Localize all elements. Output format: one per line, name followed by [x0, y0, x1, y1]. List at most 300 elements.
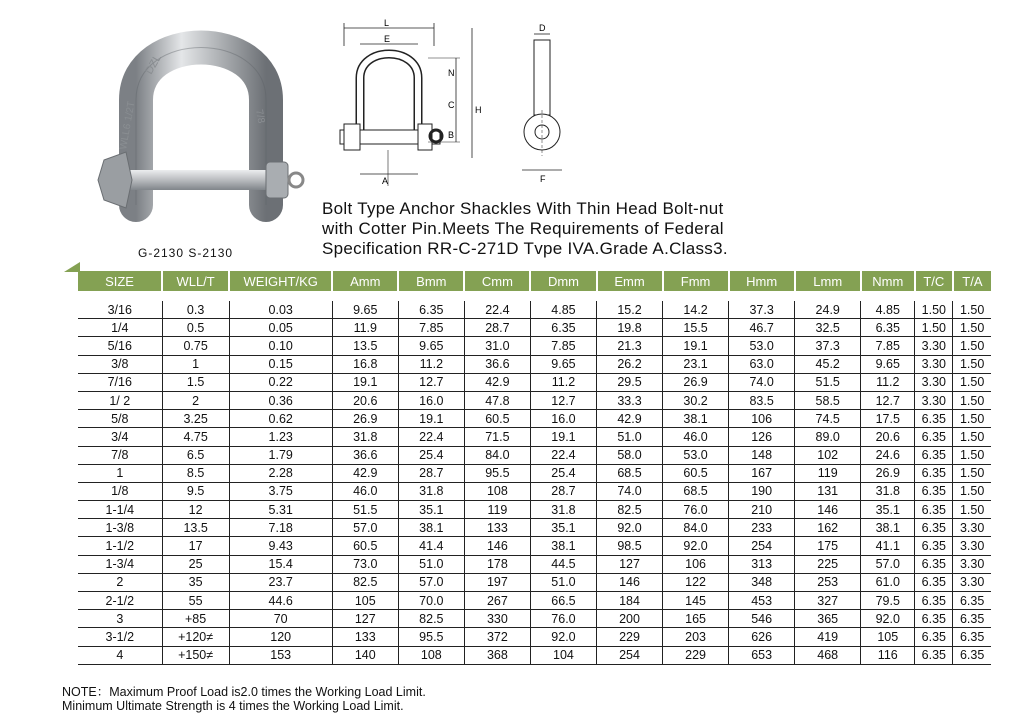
table-cell: 133 [464, 519, 530, 537]
table-cell: 453 [729, 592, 795, 610]
table-cell: 546 [729, 610, 795, 628]
dim-label-E: E [384, 34, 391, 44]
table-cell: 58.5 [795, 391, 861, 409]
table-cell: 35 [162, 573, 229, 591]
table-cell: 21.3 [597, 337, 663, 355]
table-cell: 3/8 [78, 355, 162, 373]
table-cell: 203 [663, 628, 729, 646]
table-cell: 13.5 [162, 519, 229, 537]
table-cell: 6.35 [915, 537, 953, 555]
table-cell: 7/8 [78, 446, 162, 464]
table-cell: 35.1 [530, 519, 596, 537]
table-cell: 46.7 [729, 319, 795, 337]
dim-label-N: N [448, 68, 455, 78]
table-cell: 26.9 [861, 464, 915, 482]
table-cell: 229 [597, 628, 663, 646]
title-line-1: Bolt Type Anchor Shackles With Thin Head Bolt-nut [322, 199, 724, 218]
table-row [78, 555, 991, 573]
table-cell: 84.0 [464, 446, 530, 464]
table-row [78, 646, 991, 664]
table-cell: 368 [464, 646, 530, 664]
table-cell: 12.7 [861, 391, 915, 409]
table-cell: 76.0 [530, 610, 596, 628]
table-cell: 1.5 [162, 373, 229, 391]
table-cell: 6.35 [953, 628, 991, 646]
table-cell: 313 [729, 555, 795, 573]
table-cell: 22.4 [530, 446, 596, 464]
table-cell: 184 [597, 592, 663, 610]
dim-label-H: H [475, 105, 482, 115]
table-cell: 60.5 [663, 464, 729, 482]
table-cell: 3/4 [78, 428, 162, 446]
table-cell: 6.35 [915, 446, 953, 464]
spec-table [78, 271, 991, 665]
table-cell: 133 [332, 628, 398, 646]
table-cell: 6.35 [915, 428, 953, 446]
table-cell: 35.1 [861, 501, 915, 519]
table-cell: 4.85 [861, 301, 915, 319]
table-cell: 0.05 [229, 319, 332, 337]
table-cell: 6.35 [915, 410, 953, 428]
table-row [78, 373, 991, 391]
table-cell: 20.6 [861, 428, 915, 446]
table-cell: 68.5 [663, 482, 729, 500]
table-cell: 17 [162, 537, 229, 555]
table-cell: 653 [729, 646, 795, 664]
dim-label-D: D [539, 23, 546, 33]
table-cell: 46.0 [663, 428, 729, 446]
table-cell: +150≠ [162, 646, 229, 664]
table-cell: 66.5 [530, 592, 596, 610]
table-cell: 25.4 [398, 446, 464, 464]
table-cell: 0.5 [162, 319, 229, 337]
table-cell: 37.3 [795, 337, 861, 355]
table-cell: 145 [663, 592, 729, 610]
table-cell: 38.1 [398, 519, 464, 537]
table-cell: 84.0 [663, 519, 729, 537]
table-cell: 16.8 [332, 355, 398, 373]
table-cell: 131 [795, 482, 861, 500]
table-cell: 233 [729, 519, 795, 537]
table-cell: 5/16 [78, 337, 162, 355]
table-cell: 2.28 [229, 464, 332, 482]
table-cell: 7.85 [398, 319, 464, 337]
table-cell: 53.0 [663, 446, 729, 464]
table-row [78, 501, 991, 519]
table-cell: 1.50 [915, 319, 953, 337]
table-cell: 23.1 [663, 355, 729, 373]
table-cell: 51.5 [332, 501, 398, 519]
table-cell: 24.6 [861, 446, 915, 464]
table-cell: 106 [663, 555, 729, 573]
table-cell: 11.9 [332, 319, 398, 337]
table-cell: 9.65 [332, 301, 398, 319]
table-cell: 32.5 [795, 319, 861, 337]
table-cell: 148 [729, 446, 795, 464]
table-cell: 3.30 [953, 519, 991, 537]
note-line-1: NOTE：Maximum Proof Load is2.0 times the Working Load Limit. [62, 685, 426, 699]
table-cell: 1-3/4 [78, 555, 162, 573]
table-cell: 1.50 [953, 428, 991, 446]
shackle-side-drawing [508, 20, 578, 185]
table-cell: 12 [162, 501, 229, 519]
table-cell: 51.0 [530, 573, 596, 591]
table-cell: 9.43 [229, 537, 332, 555]
table-cell: 92.0 [530, 628, 596, 646]
table-cell: 7/16 [78, 373, 162, 391]
table-cell: 210 [729, 501, 795, 519]
table-cell: 7.85 [530, 337, 596, 355]
table-cell: 1.50 [953, 301, 991, 319]
title-line-2: with Cotter Pin.Meets The Requirements of Federal [322, 219, 724, 238]
table-header-row [78, 271, 991, 291]
table-row [78, 464, 991, 482]
table-cell: 1-3/8 [78, 519, 162, 537]
table-cell: 6.35 [915, 592, 953, 610]
table-cell: 2-1/2 [78, 592, 162, 610]
table-cell: 126 [729, 428, 795, 446]
table-cell: 167 [729, 464, 795, 482]
table-cell: 68.5 [597, 464, 663, 482]
table-row [78, 592, 991, 610]
table-cell: 0.10 [229, 337, 332, 355]
table-cell: 3.30 [915, 337, 953, 355]
table-cell: 1.50 [953, 464, 991, 482]
table-cell: 146 [597, 573, 663, 591]
photo-marking-right: 7/8 [253, 108, 267, 125]
table-row [78, 519, 991, 537]
table-cell: 0.3 [162, 301, 229, 319]
table-cell: 15.2 [597, 301, 663, 319]
table-cell: 6.35 [915, 501, 953, 519]
table-cell: 20.6 [332, 391, 398, 409]
table-cell: 468 [795, 646, 861, 664]
table-cell: 16.0 [530, 410, 596, 428]
table-cell: 1.50 [953, 482, 991, 500]
table-cell: 6.35 [915, 628, 953, 646]
table-cell: 372 [464, 628, 530, 646]
table-cell: 1.23 [229, 428, 332, 446]
table-cell: 178 [464, 555, 530, 573]
shackle-photo [96, 10, 306, 245]
column-header: Bmm [398, 271, 464, 291]
table-cell: 82.5 [398, 610, 464, 628]
table-cell: 197 [464, 573, 530, 591]
table-cell: 3.30 [915, 355, 953, 373]
table-cell: 31.8 [530, 501, 596, 519]
table-cell: 11.2 [398, 355, 464, 373]
dim-label-A: A [382, 176, 389, 186]
table-cell: 3.30 [915, 373, 953, 391]
table-cell: 229 [663, 646, 729, 664]
table-cell: 70 [229, 610, 332, 628]
table-cell: 0.62 [229, 410, 332, 428]
table-cell: 26.2 [597, 355, 663, 373]
note-line-2: Minimum Ultimate Strength is 4 times the Working Load Limit. [62, 699, 404, 713]
column-header: Emm [597, 271, 663, 291]
table-cell: 95.5 [464, 464, 530, 482]
table-cell: 6.35 [953, 646, 991, 664]
table-spacer [78, 291, 991, 301]
table-cell: 6.5 [162, 446, 229, 464]
table-cell: 7.18 [229, 519, 332, 537]
table-cell: 74.0 [729, 373, 795, 391]
table-cell: 3.30 [915, 391, 953, 409]
table-cell: 6.35 [530, 319, 596, 337]
table-cell: 1.50 [953, 337, 991, 355]
product-title [322, 199, 842, 259]
table-cell: 2 [78, 573, 162, 591]
column-header: T/C [915, 271, 953, 291]
table-cell: 11.2 [530, 373, 596, 391]
table-cell: 7.85 [861, 337, 915, 355]
table-cell: 63.0 [729, 355, 795, 373]
table-cell: 47.8 [464, 391, 530, 409]
table-cell: 82.5 [332, 573, 398, 591]
table-cell: 14.2 [663, 301, 729, 319]
table-cell: 51.0 [398, 555, 464, 573]
table-cell: 6.35 [915, 555, 953, 573]
table-cell: 225 [795, 555, 861, 573]
table-cell: 35.1 [398, 501, 464, 519]
table-cell: 102 [795, 446, 861, 464]
table-cell: 127 [332, 610, 398, 628]
table-cell: 45.2 [795, 355, 861, 373]
table-cell: 3-1/2 [78, 628, 162, 646]
table-cell: 28.7 [530, 482, 596, 500]
table-cell: 44.5 [530, 555, 596, 573]
table-cell: 9.65 [530, 355, 596, 373]
table-cell: 9.5 [162, 482, 229, 500]
table-cell: 105 [861, 628, 915, 646]
table-cell: 57.0 [332, 519, 398, 537]
table-cell: 4.85 [530, 301, 596, 319]
table-cell: 108 [464, 482, 530, 500]
column-header: Fmm [663, 271, 729, 291]
column-header: Amm [332, 271, 398, 291]
table-cell: 120 [229, 628, 332, 646]
table-cell: 42.9 [597, 410, 663, 428]
column-header: WEIGHT/KG [229, 271, 332, 291]
table-cell: +120≠ [162, 628, 229, 646]
table-cell: 162 [795, 519, 861, 537]
table-cell: 51.0 [597, 428, 663, 446]
column-header: Nmm [861, 271, 915, 291]
column-header: SIZE [78, 271, 162, 291]
table-cell: 8.5 [162, 464, 229, 482]
table-cell: 1.50 [953, 373, 991, 391]
table-cell: 1/4 [78, 319, 162, 337]
table-cell: 140 [332, 646, 398, 664]
table-cell: 626 [729, 628, 795, 646]
table-cell: 19.1 [398, 410, 464, 428]
table-cell: 146 [464, 537, 530, 555]
table-cell: 76.0 [663, 501, 729, 519]
table-cell: 13.5 [332, 337, 398, 355]
table-cell: 105 [332, 592, 398, 610]
column-header: Cmm [464, 271, 530, 291]
table-cell: 79.5 [861, 592, 915, 610]
table-cell: 348 [729, 573, 795, 591]
table-row [78, 537, 991, 555]
table-row [78, 446, 991, 464]
table-cell: 254 [729, 537, 795, 555]
table-cell: 60.5 [332, 537, 398, 555]
table-cell: 327 [795, 592, 861, 610]
table-cell: 1 [162, 355, 229, 373]
table-cell: 1.50 [953, 446, 991, 464]
model-caption: G-2130 S-2130 [138, 246, 234, 260]
table-cell: 28.7 [398, 464, 464, 482]
table-cell: 3.25 [162, 410, 229, 428]
table-cell: 0.75 [162, 337, 229, 355]
table-cell: 24.9 [795, 301, 861, 319]
table-row [78, 428, 991, 446]
table-cell: 41.4 [398, 537, 464, 555]
table-cell: 15.5 [663, 319, 729, 337]
table-cell: 1.50 [915, 301, 953, 319]
table-cell: 3.30 [953, 555, 991, 573]
notes [62, 685, 426, 713]
table-cell: 26.9 [663, 373, 729, 391]
table-cell: 15.4 [229, 555, 332, 573]
table-cell: 365 [795, 610, 861, 628]
table-cell: 26.9 [332, 410, 398, 428]
table-cell: 190 [729, 482, 795, 500]
table-cell: 74.5 [795, 410, 861, 428]
table-cell: 146 [795, 501, 861, 519]
table-cell: 1-1/4 [78, 501, 162, 519]
table-cell: 19.1 [530, 428, 596, 446]
table-cell: 38.1 [861, 519, 915, 537]
shackle-front-drawing [332, 18, 482, 190]
table-cell: 36.6 [464, 355, 530, 373]
table-cell: 6.35 [915, 519, 953, 537]
table-cell: 19.8 [597, 319, 663, 337]
table-cell: 37.3 [729, 301, 795, 319]
table-cell: 11.2 [861, 373, 915, 391]
table-cell: 106 [729, 410, 795, 428]
table-cell: 6.35 [953, 592, 991, 610]
table-cell: 58.0 [597, 446, 663, 464]
dim-label-F: F [540, 174, 546, 184]
table-cell: 6.35 [861, 319, 915, 337]
table-cell: 1.50 [953, 501, 991, 519]
table-cell: 30.2 [663, 391, 729, 409]
table-cell: 51.5 [795, 373, 861, 391]
table-cell: 175 [795, 537, 861, 555]
table-cell: 60.5 [464, 410, 530, 428]
table-cell: 1/8 [78, 482, 162, 500]
table-cell: 4 [78, 646, 162, 664]
table-cell: 5/8 [78, 410, 162, 428]
table-cell: 82.5 [597, 501, 663, 519]
table-cell: 9.65 [861, 355, 915, 373]
table-cell: 119 [795, 464, 861, 482]
table-row [78, 319, 991, 337]
table-cell: 95.5 [398, 628, 464, 646]
column-header: Hmm [729, 271, 795, 291]
table-cell: 1.79 [229, 446, 332, 464]
table-cell: 6.35 [915, 482, 953, 500]
table-row [78, 410, 991, 428]
dim-label-L: L [384, 18, 390, 28]
table-cell: 22.4 [398, 428, 464, 446]
table-cell: +85 [162, 610, 229, 628]
table-cell: 70.0 [398, 592, 464, 610]
column-header: Dmm [530, 271, 596, 291]
table-cell: 153 [229, 646, 332, 664]
table-row [78, 573, 991, 591]
table-cell: 31.8 [398, 482, 464, 500]
table-cell: 25.4 [530, 464, 596, 482]
table-cell: 3.30 [953, 573, 991, 591]
table-cell: 1.50 [953, 391, 991, 409]
photo-marking-top: DZL [143, 52, 164, 77]
table-cell: 5.31 [229, 501, 332, 519]
table-cell: 6.35 [915, 464, 953, 482]
table-cell: 33.3 [597, 391, 663, 409]
table-cell: 267 [464, 592, 530, 610]
table-cell: 29.5 [597, 373, 663, 391]
table-cell: 12.7 [530, 391, 596, 409]
table-cell: 92.0 [597, 519, 663, 537]
table-cell: 127 [597, 555, 663, 573]
table-cell: 0.22 [229, 373, 332, 391]
table-cell: 119 [464, 501, 530, 519]
table-cell: 38.1 [663, 410, 729, 428]
table-cell: 253 [795, 573, 861, 591]
table-cell: 3.75 [229, 482, 332, 500]
table-cell: 74.0 [597, 482, 663, 500]
table-cell: 55 [162, 592, 229, 610]
table-cell: 2 [162, 391, 229, 409]
table-cell: 200 [597, 610, 663, 628]
table-cell: 22.4 [464, 301, 530, 319]
table-cell: 122 [663, 573, 729, 591]
table-cell: 1-1/2 [78, 537, 162, 555]
table-cell: 1.50 [953, 319, 991, 337]
table-cell: 31.8 [332, 428, 398, 446]
table-cell: 98.5 [597, 537, 663, 555]
table-cell: 0.15 [229, 355, 332, 373]
table-cell: 38.1 [530, 537, 596, 555]
table-cell: 0.03 [229, 301, 332, 319]
table-cell: 53.0 [729, 337, 795, 355]
table-row [78, 482, 991, 500]
table-cell: 17.5 [861, 410, 915, 428]
table-row [78, 337, 991, 355]
table-cell: 330 [464, 610, 530, 628]
table-cell: 6.35 [915, 646, 953, 664]
table-cell: 92.0 [663, 537, 729, 555]
column-header: T/A [953, 271, 991, 291]
table-cell: 1.50 [953, 410, 991, 428]
table-cell: 73.0 [332, 555, 398, 573]
table-cell: 9.65 [398, 337, 464, 355]
table-cell: 25 [162, 555, 229, 573]
table-cell: 1 [78, 464, 162, 482]
table-cell: 3/16 [78, 301, 162, 319]
table-row [78, 391, 991, 409]
table-cell: 419 [795, 628, 861, 646]
table-cell: 19.1 [663, 337, 729, 355]
table-cell: 23.7 [229, 573, 332, 591]
table-cell: 6.35 [915, 573, 953, 591]
table-row [78, 355, 991, 373]
table-cell: 4.75 [162, 428, 229, 446]
table-cell: 108 [398, 646, 464, 664]
